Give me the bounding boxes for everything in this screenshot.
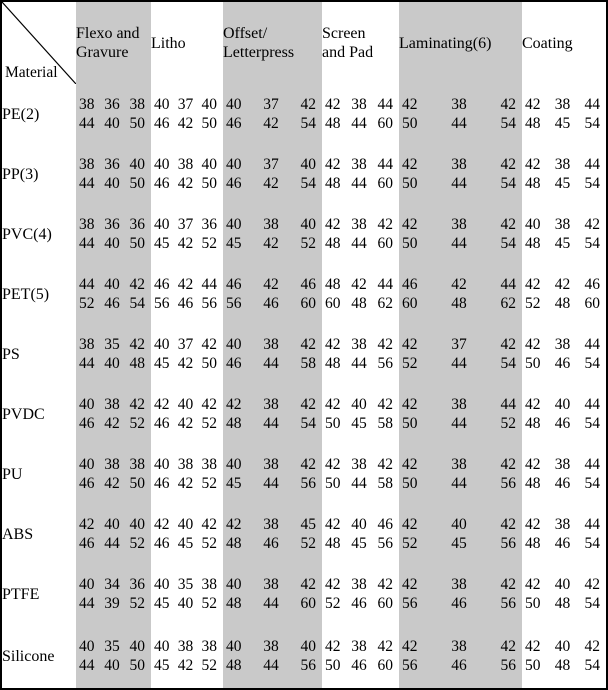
data-cell-pu-litho: [151, 444, 223, 504]
value-line: 42 38 42: [402, 156, 516, 173]
value-line: 42 40 42: [525, 638, 600, 655]
value-line: 50 46 54: [525, 355, 600, 372]
value-line: 50 44 58: [325, 475, 393, 492]
value-line: 42 40 40: [79, 516, 145, 533]
value-line: 46 44 52: [79, 535, 145, 552]
data-cell-ps-laminating-6: [399, 324, 522, 384]
data-cell-pu-offset-letterpress: [223, 444, 322, 504]
value-line: 44 40 42: [79, 276, 145, 293]
data-cell-pvc-4-coating: [522, 204, 606, 264]
value-line: 40 38 40: [154, 156, 217, 173]
data-cell-pp-3-screen-and-pad: [322, 144, 399, 204]
value-line: 48 44 60: [226, 595, 316, 612]
data-cell-pvdc-coating: [522, 384, 606, 444]
value-line: 42 40 42: [154, 396, 217, 413]
value-line: 42 38 42: [325, 456, 393, 473]
value-line: 56 46 56: [154, 295, 217, 312]
value-line: 48 45 54: [525, 175, 600, 192]
value-line: 52 45 56: [402, 535, 516, 552]
data-cell-pet-5-flexo-and-gravure: [76, 264, 151, 324]
data-cell-abs-laminating-6: [399, 504, 522, 564]
data-cell-pe-2-litho: [151, 84, 223, 144]
table-row-pu: [2, 444, 606, 504]
data-cell-pvdc-laminating-6: [399, 384, 522, 444]
value-line: 48 46 54: [525, 475, 600, 492]
value-line: 52 48 60: [525, 295, 600, 312]
value-line: 40 37 42: [226, 96, 316, 113]
value-line: 44 40 50: [79, 235, 145, 252]
data-cell-silicone-litho: [151, 624, 223, 688]
value-line: 48 46 52: [226, 535, 316, 552]
value-line: 42 38 42: [402, 456, 516, 473]
table-row-ptfe: [2, 564, 606, 624]
data-cell-pu-laminating-6: [399, 444, 522, 504]
value-line: 48 44 60: [325, 115, 393, 132]
value-line: 40 38 40: [226, 638, 316, 655]
data-cell-pp-3-offset-letterpress: [223, 144, 322, 204]
data-cell-pet-5-offset-letterpress: [223, 264, 322, 324]
value-line: 48 45 54: [525, 115, 600, 132]
value-line: 38 36 36: [79, 216, 145, 233]
value-line: 45 42 50: [154, 355, 217, 372]
material-label: PTFE: [2, 585, 40, 603]
value-line: 40 35 40: [79, 638, 145, 655]
data-cell-abs-flexo-and-gravure: [76, 504, 151, 564]
material-label: ABS: [2, 525, 34, 543]
value-line: 42 40 44: [525, 396, 600, 413]
value-line: 42 38 44: [525, 456, 600, 473]
value-line: 44 40 48: [79, 355, 145, 372]
value-line: 40 38 38: [79, 456, 145, 473]
data-cell-pet-5-litho: [151, 264, 223, 324]
value-line: 56 46 56: [402, 595, 516, 612]
data-cell-ptfe-coating: [522, 564, 606, 624]
value-line: 44 40 50: [79, 657, 145, 674]
column-header-screen-and-pad: Screen and Pad: [322, 25, 374, 61]
value-line: 50 45 58: [325, 415, 393, 432]
value-line: 45 42 52: [226, 235, 316, 252]
value-line: 42 40 42: [154, 516, 217, 533]
data-cell-silicone-laminating-6: [399, 624, 522, 688]
data-cell-pvdc-flexo-and-gravure: [76, 384, 151, 444]
table-row-pvdc: [2, 384, 606, 444]
data-cell-pp-3-laminating-6: [399, 144, 522, 204]
value-line: 38 35 42: [79, 336, 145, 353]
value-line: 40 35 38: [154, 576, 217, 593]
value-line: 50 44 54: [402, 115, 516, 132]
value-line: 42 40 42: [525, 576, 600, 593]
data-cell-pvc-4-screen-and-pad: [322, 204, 399, 264]
value-line: 40 37 42: [154, 336, 217, 353]
value-line: 42 38 42: [402, 96, 516, 113]
header-row: [2, 2, 606, 84]
value-line: 46 42 46: [226, 276, 316, 293]
value-line: 42 42 46: [525, 276, 600, 293]
value-line: 46 42 44: [402, 276, 516, 293]
table-row-ps: [2, 324, 606, 384]
value-line: 40 37 36: [154, 216, 217, 233]
value-line: 48 42 44: [325, 276, 393, 293]
data-cell-pu-coating: [522, 444, 606, 504]
value-line: 40 37 40: [226, 156, 316, 173]
value-line: 48 46 54: [525, 415, 600, 432]
data-cell-ps-litho: [151, 324, 223, 384]
data-cell-pet-5-screen-and-pad: [322, 264, 399, 324]
value-line: 46 45 52: [154, 535, 217, 552]
value-line: 40 38 38: [154, 638, 217, 655]
value-line: 50 48 54: [525, 595, 600, 612]
value-line: 46 44 58: [226, 355, 316, 372]
data-cell-pet-5-laminating-6: [399, 264, 522, 324]
material-label: PVC(4): [2, 225, 52, 243]
data-cell-ps-flexo-and-gravure: [76, 324, 151, 384]
value-line: 50 44 54: [402, 235, 516, 252]
data-cell-silicone-offset-letterpress: [223, 624, 322, 688]
data-cell-pvc-4-laminating-6: [399, 204, 522, 264]
data-cell-ptfe-screen-and-pad: [322, 564, 399, 624]
value-line: 42 38 42: [402, 638, 516, 655]
data-cell-pvdc-offset-letterpress: [223, 384, 322, 444]
value-line: 48 44 56: [226, 657, 316, 674]
value-line: 46 42 52: [154, 475, 217, 492]
material-label: PE(2): [2, 105, 40, 123]
column-header-flexo-and-gravure: Flexo and Gravure: [76, 2, 151, 84]
data-cell-ptfe-laminating-6: [399, 564, 522, 624]
value-line: 38 36 38: [79, 96, 145, 113]
value-line: 48 45 54: [525, 235, 600, 252]
data-cell-pvdc-screen-and-pad: [322, 384, 399, 444]
value-line: 42 40 42: [402, 516, 516, 533]
value-line: 44 40 50: [79, 175, 145, 192]
value-line: 44 40 50: [79, 115, 145, 132]
value-line: 42 40 46: [325, 516, 393, 533]
value-line: 46 42 54: [226, 175, 316, 192]
corner-label: Material: [5, 64, 58, 81]
data-cell-ptfe-offset-letterpress: [223, 564, 322, 624]
material-label: PS: [2, 345, 20, 363]
value-line: 46 42 50: [154, 115, 217, 132]
data-cell-pe-2-coating: [522, 84, 606, 144]
value-line: 42 38 44: [525, 96, 600, 113]
data-cell-pvc-4-offset-letterpress: [223, 204, 322, 264]
material-label: PP(3): [2, 165, 39, 183]
value-line: 48 44 60: [325, 175, 393, 192]
value-line: 42 37 42: [402, 336, 516, 353]
value-line: 52 46 60: [325, 595, 393, 612]
value-line: 60 48 62: [325, 295, 393, 312]
value-line: 46 42 54: [226, 115, 316, 132]
material-label: Silicone: [2, 647, 55, 665]
data-cell-pp-3-coating: [522, 144, 606, 204]
value-line: 50 44 52: [402, 415, 516, 432]
data-cell-pvc-4-flexo-and-gravure: [76, 204, 151, 264]
column-header-laminating-6: Laminating(6): [399, 2, 522, 84]
value-line: 42 38 42: [325, 336, 393, 353]
value-line: 50 44 56: [402, 475, 516, 492]
data-cell-abs-litho: [151, 504, 223, 564]
data-cell-silicone-screen-and-pad: [322, 624, 399, 688]
data-cell-ps-coating: [522, 324, 606, 384]
data-cell-silicone-flexo-and-gravure: [76, 624, 151, 688]
data-cell-abs-screen-and-pad: [322, 504, 399, 564]
table-body: [2, 84, 606, 688]
column-header-offset-letterpress: Offset/ Letterpress: [223, 2, 322, 84]
value-line: 42 38 44: [325, 96, 393, 113]
data-cell-ptfe-litho: [151, 564, 223, 624]
value-line: 48 46 54: [525, 535, 600, 552]
value-line: 48 45 56: [325, 535, 393, 552]
value-line: 46 42 52: [154, 415, 217, 432]
value-line: 48 44 56: [325, 355, 393, 372]
value-line: 45 42 52: [154, 235, 217, 252]
value-line: 50 48 54: [525, 657, 600, 674]
value-line: 52 44 54: [402, 355, 516, 372]
value-line: 40 38 42: [226, 456, 316, 473]
value-line: 42 38 45: [226, 516, 316, 533]
value-line: 40 38 42: [226, 576, 316, 593]
value-line: 42 38 44: [525, 516, 600, 533]
value-line: 42 38 42: [402, 216, 516, 233]
value-line: 42 38 42: [325, 638, 393, 655]
data-cell-ps-offset-letterpress: [223, 324, 322, 384]
column-header-litho: Litho: [151, 34, 186, 52]
value-line: 40 38 42: [226, 336, 316, 353]
value-line: 42 38 42: [325, 216, 393, 233]
value-line: 46 42 52: [79, 415, 145, 432]
value-line: 60 48 62: [402, 295, 516, 312]
data-cell-ps-screen-and-pad: [322, 324, 399, 384]
value-line: 38 36 40: [79, 156, 145, 173]
value-line: 42 40 42: [325, 396, 393, 413]
value-line: 45 42 52: [154, 657, 217, 674]
value-line: 45 44 56: [226, 475, 316, 492]
data-cell-pvdc-litho: [151, 384, 223, 444]
value-line: 46 42 50: [79, 475, 145, 492]
value-line: 42 38 44: [525, 156, 600, 173]
table-row-pet-5: [2, 264, 606, 324]
table-row-pp-3: [2, 144, 606, 204]
value-line: 52 46 54: [79, 295, 145, 312]
value-line: 44 39 52: [79, 595, 145, 612]
data-cell-pe-2-screen-and-pad: [322, 84, 399, 144]
table-row-pvc-4: [2, 204, 606, 264]
value-line: 50 44 54: [402, 175, 516, 192]
value-line: 42 38 44: [525, 336, 600, 353]
data-cell-abs-offset-letterpress: [223, 504, 322, 564]
material-corner-cell: [2, 2, 76, 84]
value-line: 40 37 40: [154, 96, 217, 113]
data-cell-pe-2-flexo-and-gravure: [76, 84, 151, 144]
value-line: 40 38 42: [525, 216, 600, 233]
material-label: PET(5): [2, 285, 50, 303]
value-line: 40 34 36: [79, 576, 145, 593]
value-line: 48 44 60: [325, 235, 393, 252]
value-line: 42 38 42: [226, 396, 316, 413]
value-line: 45 40 52: [154, 595, 217, 612]
material-label: PU: [2, 465, 23, 483]
value-line: 42 38 42: [325, 576, 393, 593]
table-row-silicone: [2, 624, 606, 688]
data-cell-pp-3-flexo-and-gravure: [76, 144, 151, 204]
value-line: 42 38 44: [325, 156, 393, 173]
value-line: 42 38 44: [402, 396, 516, 413]
value-line: 46 42 50: [154, 175, 217, 192]
data-cell-pet-5-coating: [522, 264, 606, 324]
value-line: 56 46 60: [226, 295, 316, 312]
value-line: 40 38 38: [154, 456, 217, 473]
data-cell-pvc-4-litho: [151, 204, 223, 264]
value-line: 40 38 40: [226, 216, 316, 233]
compatibility-table: [2, 2, 606, 688]
data-cell-ptfe-flexo-and-gravure: [76, 564, 151, 624]
column-header-coating: Coating: [522, 34, 573, 52]
data-cell-pp-3-litho: [151, 144, 223, 204]
material-label: PVDC: [2, 405, 45, 423]
data-cell-abs-coating: [522, 504, 606, 564]
table-header: [2, 2, 606, 84]
table-row-abs: [2, 504, 606, 564]
value-line: 48 44 54: [226, 415, 316, 432]
data-cell-pu-flexo-and-gravure: [76, 444, 151, 504]
data-cell-pe-2-offset-letterpress: [223, 84, 322, 144]
data-cell-silicone-coating: [522, 624, 606, 688]
value-line: 40 38 42: [79, 396, 145, 413]
data-cell-pe-2-laminating-6: [399, 84, 522, 144]
value-line: 46 42 44: [154, 276, 217, 293]
value-line: 56 46 56: [402, 657, 516, 674]
value-line: 50 46 60: [325, 657, 393, 674]
data-cell-pu-screen-and-pad: [322, 444, 399, 504]
table-row-pe-2: [2, 84, 606, 144]
value-line: 42 38 42: [402, 576, 516, 593]
